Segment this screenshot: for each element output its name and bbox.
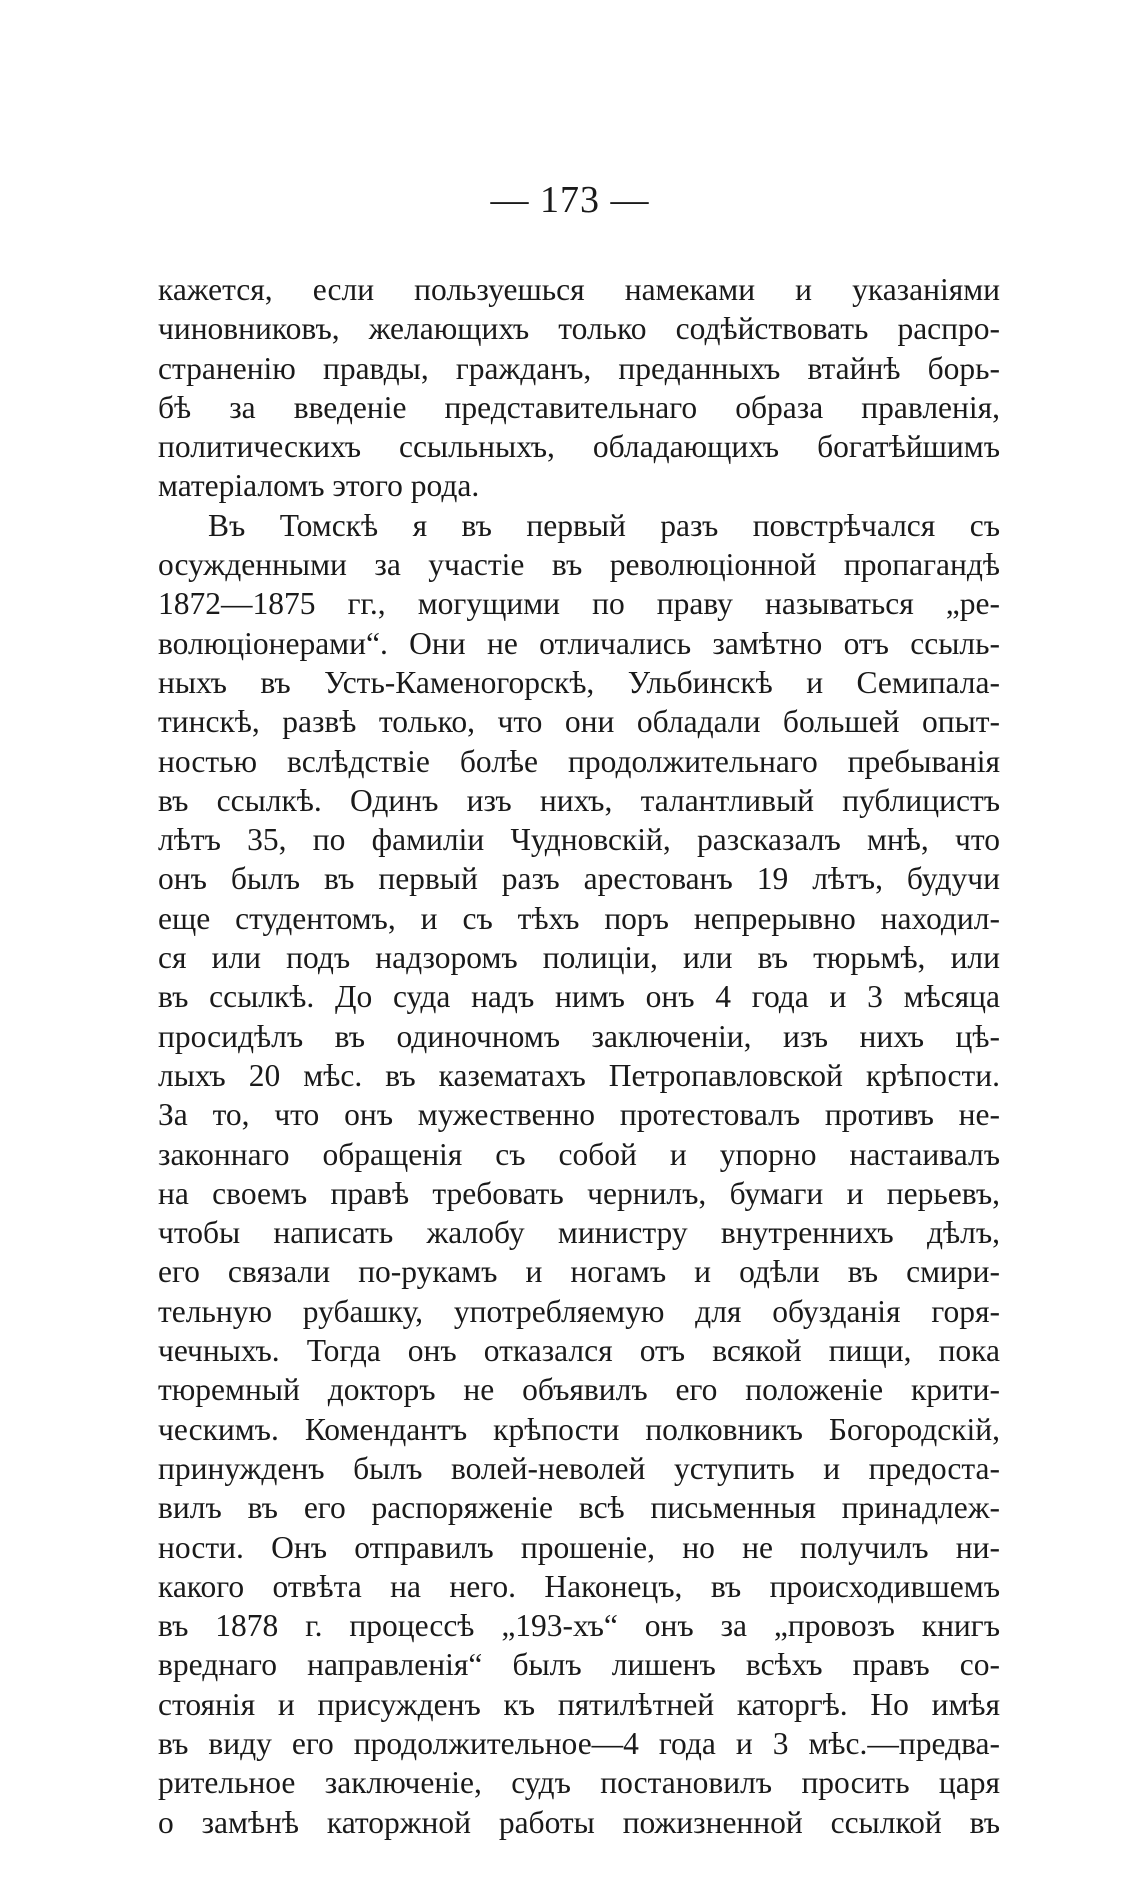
text-line: законнаго обращенія съ собой и упорно настаивалъ xyxy=(158,1136,1000,1172)
text-line: ся или подъ надзоромъ полиціи, или въ тюрьмѣ, или xyxy=(158,940,1000,976)
text-line: лѣтъ 35, по фамиліи Чудновскій, разсказалъ мнѣ, что xyxy=(158,822,1000,858)
text-line: рительное заключеніе, судъ постановилъ просить царя xyxy=(158,1765,1000,1801)
text-line: просидѣлъ въ одиночномъ заключеніи, изъ нихъ цѣ- xyxy=(158,1018,1000,1054)
text-line: въ виду его продолжительное—4 года и 3 мѣс.—предва- xyxy=(158,1725,1000,1761)
text-line: принужденъ былъ волей-неволей уступить и предоста- xyxy=(158,1450,1000,1486)
text-line: ныхъ въ Усть-Каменогорскѣ, Ульбинскѣ и Семипала- xyxy=(158,664,1000,700)
text-line: бѣ за введеніе представительнаго образа правленія, xyxy=(158,389,1000,425)
body-text xyxy=(158,270,1000,1842)
text-line: страненію правды, гражданъ, преданныхъ втайнѣ борь- xyxy=(158,350,1000,386)
text-line: лыхъ 20 мѣс. въ казематахъ Петропавловской крѣпости. xyxy=(158,1057,1000,1093)
text-line: стоянія и присужденъ къ пятилѣтней каторгѣ. Но имѣя xyxy=(158,1686,1000,1722)
text-line: тинскѣ, развѣ только, что они обладали большей опыт- xyxy=(158,704,1000,740)
text-line: о замѣнѣ каторжной работы пожизненной ссылкой въ xyxy=(158,1804,1000,1840)
text-line: въ ссылкѣ. Одинъ изъ нихъ, талантливый публицистъ xyxy=(158,782,1000,818)
text-line: чиновниковъ, желающихъ только содѣйствовать распро- xyxy=(158,311,1000,347)
text-line: онъ былъ въ первый разъ арестованъ 19 лѣтъ, будучи xyxy=(158,861,1000,897)
text-line: Въ Томскѣ я въ первый разъ повстрѣчался съ xyxy=(208,507,1000,543)
text-line: тюремный докторъ не объявилъ его положеніе крити- xyxy=(158,1372,1000,1408)
text-line: какого отвѣта на него. Наконецъ, въ происходившемъ xyxy=(158,1568,1000,1604)
text-line: тельную рубашку, употребляемую для обузданія горя- xyxy=(158,1293,1000,1329)
text-line: въ 1878 г. процессѣ „193-хъ“ онъ за „провозъ книгъ xyxy=(158,1608,1000,1644)
text-line: ности. Онъ отправилъ прошеніе, но не получилъ ни- xyxy=(158,1529,1000,1565)
text-line: За то, что онъ мужественно протестовалъ противъ не- xyxy=(158,1097,1000,1133)
text-line: вилъ въ его распоряженіе всѣ письменныя принадлеж- xyxy=(158,1490,1000,1526)
page-number: — 173 — xyxy=(490,179,650,221)
text-line: въ ссылкѣ. До суда надъ нимъ онъ 4 года и 3 мѣсяца xyxy=(158,979,1000,1015)
text-line: ческимъ. Комендантъ крѣпости полковникъ Богородскій, xyxy=(158,1411,1000,1447)
text-line: чечныхъ. Тогда онъ отказался отъ всякой пищи, пока xyxy=(158,1333,1000,1369)
text-line: осужденными за участіе въ революціонной пропагандѣ xyxy=(158,547,1000,583)
text-line: еще студентомъ, и съ тѣхъ поръ непрерывно находил- xyxy=(158,900,1000,936)
text-line: вреднаго направленія“ былъ лишенъ всѣхъ правъ со- xyxy=(158,1647,1000,1683)
text-line: ностью вслѣдствіе болѣе продолжительнаго пребыванія xyxy=(158,743,1000,779)
text-line: кажется, если пользуешься намеками и указаніями xyxy=(158,272,1000,307)
text-line: на своемъ правѣ требовать чернилъ, бумаги и перьевъ, xyxy=(158,1175,1000,1211)
text-line: политическихъ ссыльныхъ, обладающихъ богатѣйшимъ xyxy=(158,429,1000,465)
text-line: 1872—1875 гг., могущими по праву называться „ре- xyxy=(158,586,1000,622)
text-line: волюціонерами“. Они не отличались замѣтно отъ ссыль- xyxy=(158,625,1000,661)
text-line: чтобы написать жалобу министру внутреннихъ дѣлъ, xyxy=(158,1215,1000,1251)
text-line: его связали по-рукамъ и ногамъ и одѣли въ смири- xyxy=(158,1254,1000,1290)
text-line: матеріаломъ этого рода. xyxy=(158,468,480,504)
